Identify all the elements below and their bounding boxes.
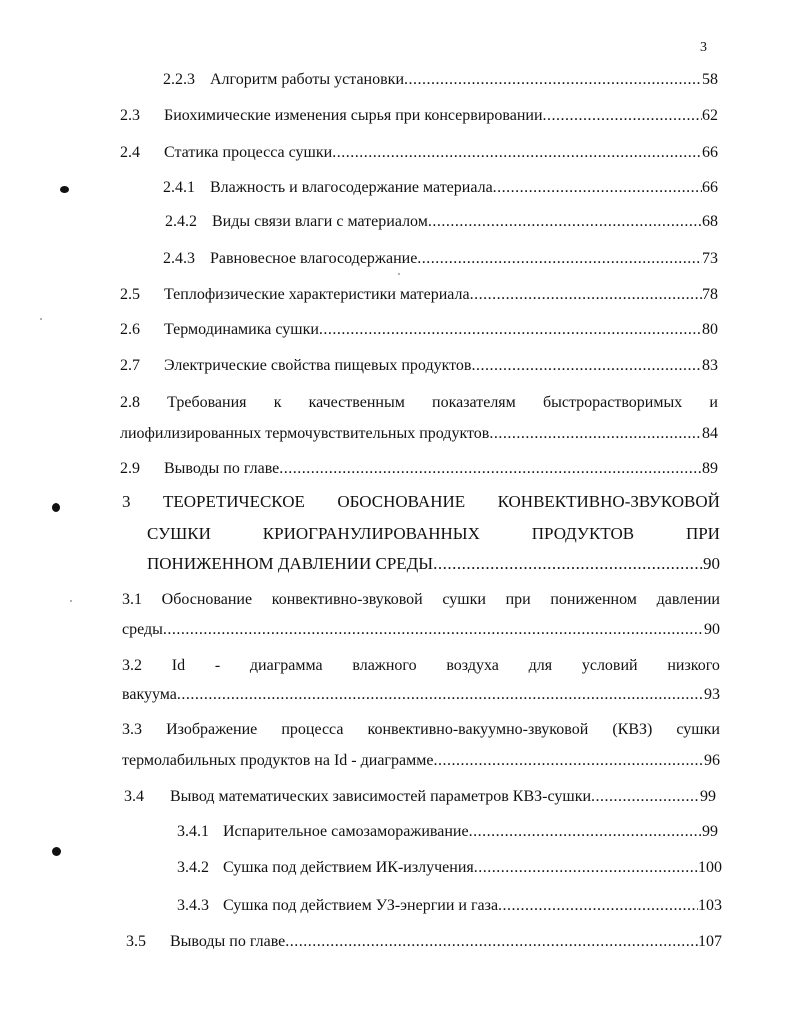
toc-page: 68 xyxy=(702,213,718,230)
toc-leader xyxy=(543,106,702,126)
toc-title: Алгоритм работы установки xyxy=(210,71,404,88)
toc-entry[interactable] xyxy=(126,932,722,952)
toc-title: Теплофизические характеристики материала xyxy=(164,286,470,303)
toc-leader xyxy=(177,685,704,705)
toc-number: 3.4.3 xyxy=(177,897,209,914)
toc-chapter-continuation[interactable] xyxy=(147,524,720,544)
toc-page: 83 xyxy=(702,357,718,374)
toc-page: 78 xyxy=(702,286,718,303)
toc-entry[interactable] xyxy=(120,106,718,126)
toc-title: Сушка под действием ИК-излучения xyxy=(223,859,474,876)
toc-page: 89 xyxy=(702,460,718,477)
toc-title-word: КОНВЕКТИВНО-ЗВУКОВОЙ xyxy=(497,492,720,511)
toc-title: Выводы по главе xyxy=(170,933,286,950)
scan-speck xyxy=(40,318,42,320)
toc-title: Сушка под действием УЗ-энергии и газа xyxy=(223,897,499,914)
toc-title-word: условий xyxy=(581,657,638,674)
toc-leader xyxy=(591,787,700,807)
toc-number: 2.4.1 xyxy=(163,179,195,196)
toc-entry[interactable] xyxy=(120,459,718,479)
toc-title-word: - xyxy=(214,657,221,674)
toc-leader xyxy=(428,212,702,232)
punch-hole-dot xyxy=(60,186,69,193)
toc-title-word: качественным xyxy=(308,394,405,411)
toc-title-word: Id xyxy=(171,657,186,674)
toc-number: 3.2 xyxy=(122,657,142,674)
toc-entry-continuation[interactable] xyxy=(122,620,720,640)
toc-number: 3.3 xyxy=(122,721,142,738)
toc-entry[interactable] xyxy=(120,143,718,163)
toc-leader xyxy=(474,858,698,878)
toc-title-word: и xyxy=(709,394,718,411)
toc-title-word: ОБОСНОВАНИЕ xyxy=(337,492,466,511)
toc-number: 3.4.1 xyxy=(177,823,209,840)
toc-title: Электрические свойства пищевых продуктов xyxy=(164,357,472,374)
punch-hole-dot xyxy=(52,503,60,512)
toc-entry[interactable] xyxy=(163,70,718,90)
toc-entry[interactable] xyxy=(163,178,718,198)
toc-title-word: конвективно-вакуумно-звуковой xyxy=(367,721,589,738)
toc-number: 2.8 xyxy=(120,394,140,411)
toc-page: 58 xyxy=(702,71,718,88)
toc-leader xyxy=(279,459,702,479)
toc-title-word: сушки xyxy=(442,591,486,608)
toc-entry-continuation[interactable] xyxy=(120,424,718,444)
toc-title: термолабильных продуктов на Id - диаграмме xyxy=(122,752,434,769)
toc-chapter-continuation[interactable] xyxy=(147,554,720,574)
toc-number: 2.4 xyxy=(120,144,140,161)
toc-entry[interactable] xyxy=(120,393,718,413)
toc-entry[interactable] xyxy=(163,249,718,269)
toc-page: 66 xyxy=(702,179,718,196)
toc-title-word: конвективно-звуковой xyxy=(271,591,423,608)
toc-page: 90 xyxy=(704,621,720,638)
toc-entry-continuation[interactable] xyxy=(122,751,720,771)
scan-speck xyxy=(70,600,72,602)
toc-title: среды xyxy=(122,621,163,638)
punch-hole-dot xyxy=(52,847,61,856)
toc-title-word: (КВЗ) xyxy=(612,721,653,738)
toc-entry[interactable] xyxy=(177,858,722,878)
scan-speck xyxy=(398,273,400,275)
toc-leader xyxy=(319,320,702,340)
toc-title: Виды связи влаги с материалом xyxy=(212,213,428,230)
toc-title-word: Требования xyxy=(167,394,247,411)
toc-entry[interactable] xyxy=(120,320,718,340)
toc-number: 2.2.3 xyxy=(163,71,195,88)
toc-leader xyxy=(404,70,702,90)
toc-title: Испарительное самозамораживание xyxy=(223,823,469,840)
toc-chapter-entry[interactable] xyxy=(122,492,720,512)
toc-title-word: давлении xyxy=(656,591,720,608)
toc-title: лиофилизированных термочувствительных продуктов xyxy=(120,425,490,442)
toc-title-word: ПРОДУКТОВ xyxy=(531,524,635,543)
toc-number: 2.4.3 xyxy=(163,250,195,267)
toc-page: 90 xyxy=(703,554,720,573)
toc-leader xyxy=(469,822,702,842)
toc-title-word: диаграмма xyxy=(249,657,323,674)
toc-title-word: СУШКИ xyxy=(147,524,211,543)
toc-leader xyxy=(285,932,698,952)
toc-entry-continuation[interactable] xyxy=(122,685,720,705)
toc-number: 2.3 xyxy=(120,107,140,124)
toc-entry[interactable] xyxy=(177,896,722,916)
toc-title: Термодинамика сушки xyxy=(164,321,319,338)
toc-leader xyxy=(498,896,698,916)
toc-page: 93 xyxy=(704,686,720,703)
toc-title-word: ПРИ xyxy=(685,524,720,543)
toc-page: 73 xyxy=(702,250,718,267)
toc-number: 3.1 xyxy=(122,591,142,608)
toc-title-word: Изображение xyxy=(166,721,258,738)
toc-title-word: при xyxy=(505,591,531,608)
toc-title-word: для xyxy=(528,657,553,674)
toc-entry[interactable] xyxy=(122,590,720,610)
toc-number: 3.5 xyxy=(126,933,146,950)
toc-title-word: процесса xyxy=(281,721,344,738)
toc-title: Статика процесса сушки xyxy=(164,144,333,161)
toc-number: 2.4.2 xyxy=(165,213,197,230)
toc-title-word: воздуха xyxy=(446,657,499,674)
toc-number: 3 xyxy=(122,492,131,511)
toc-leader xyxy=(489,424,702,444)
toc-title-word: быстрорастворимых xyxy=(542,394,683,411)
toc-title-word: ТЕОРЕТИЧЕСКОЕ xyxy=(162,492,305,511)
toc-title: вакуума xyxy=(122,686,177,703)
toc-page: 80 xyxy=(702,321,718,338)
toc-leader xyxy=(433,554,703,574)
toc-entry[interactable] xyxy=(177,822,718,842)
toc-number: 2.5 xyxy=(120,286,140,303)
toc-number: 3.4.2 xyxy=(177,859,209,876)
toc-page: 99 xyxy=(702,823,718,840)
toc-page: 62 xyxy=(702,107,718,124)
toc-leader xyxy=(470,285,702,305)
toc-title-word: низкого xyxy=(667,657,720,674)
toc-leader xyxy=(417,249,702,269)
toc-leader xyxy=(433,751,704,771)
toc-page: 84 xyxy=(702,425,718,442)
toc-page: 103 xyxy=(698,897,722,914)
toc-entry[interactable] xyxy=(124,787,716,807)
toc-entry[interactable] xyxy=(120,356,718,376)
toc-page: 66 xyxy=(702,144,718,161)
toc-page: 100 xyxy=(698,859,722,876)
toc-title-word: влажного xyxy=(352,657,417,674)
toc-title: Влажность и влагосодержание материала xyxy=(210,179,493,196)
toc-title-word: показателям xyxy=(432,394,516,411)
toc-entry[interactable] xyxy=(122,656,720,676)
toc-number: 2.7 xyxy=(120,357,140,374)
toc-number: 2.9 xyxy=(120,460,140,477)
toc-title: Выводы по главе xyxy=(164,460,280,477)
toc-leader xyxy=(332,143,702,163)
toc-leader xyxy=(471,356,702,376)
toc-title: Вывод математических зависимостей параметров КВЗ-сушки xyxy=(170,788,592,805)
toc-title-word: сушки xyxy=(676,721,720,738)
toc-title-word: пониженном xyxy=(550,591,637,608)
toc-leader xyxy=(163,620,704,640)
toc-entry[interactable] xyxy=(165,212,718,232)
toc-title-word: Обоснование xyxy=(161,591,253,608)
toc-title: Равновесное влагосодержание xyxy=(210,250,418,267)
toc-title: Биохимические изменения сырья при консервировании xyxy=(164,107,543,124)
toc-title: ПОНИЖЕННОМ ДАВЛЕНИИ СРЕДЫ xyxy=(147,554,434,573)
page-number: 3 xyxy=(700,40,707,55)
toc-page: 96 xyxy=(704,752,720,769)
toc-title-word: к xyxy=(273,394,282,411)
toc-entry[interactable] xyxy=(120,285,718,305)
toc-entry[interactable] xyxy=(122,720,720,740)
toc-title-word: КРИОГРАНУЛИРОВАННЫХ xyxy=(262,524,480,543)
toc-page: 107 xyxy=(698,933,722,950)
toc-page: 99 xyxy=(700,788,716,805)
toc-leader xyxy=(493,178,702,198)
toc-number: 3.4 xyxy=(124,788,144,805)
toc-number: 2.6 xyxy=(120,321,140,338)
